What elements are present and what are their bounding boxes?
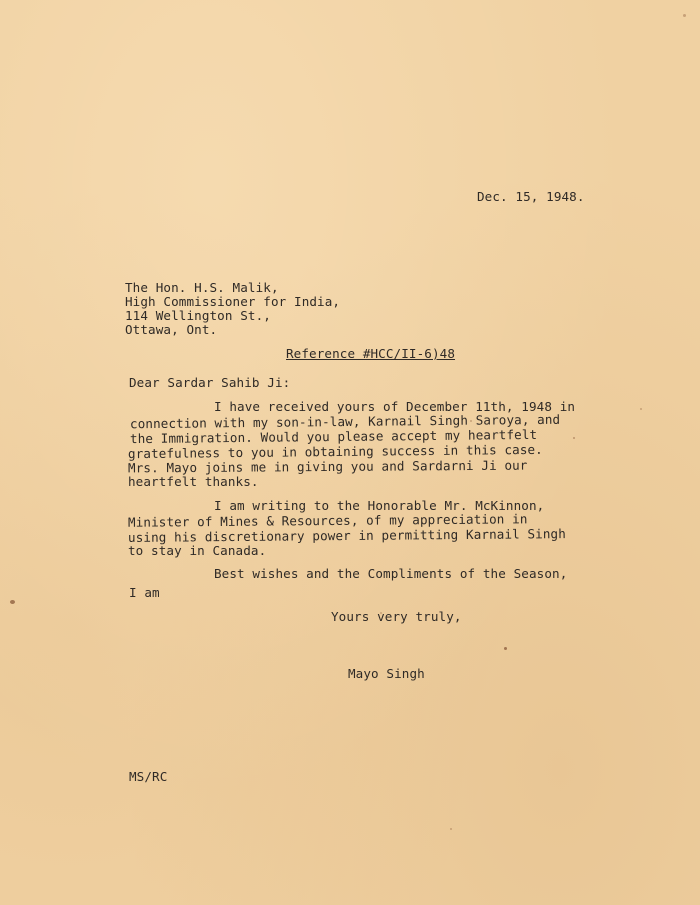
paper-speck [573,437,575,439]
recipient-street: 114 Wellington St., [125,308,271,323]
paper-speck [504,647,507,650]
paragraph1-line6: heartfelt thanks. [128,474,259,489]
paragraph2-line2: Minister of Mines & Resources, of my appreciation in [127,511,528,530]
valediction: Yours very truly, [331,609,462,624]
paragraph1-line5: Mrs. Mayo joins me in giving you and Sardarni Ji our [127,457,528,476]
paper-speck [470,420,472,422]
paper-speck [683,14,686,17]
paper-speck [10,600,15,604]
recipient-title: High Commissioner for India, [125,294,341,309]
recipient-name: The Hon. H.S. Malik, [125,280,279,295]
paragraph1-line1: I have received yours of December 11th, 1948 in [214,399,576,414]
closing-wishes: Best wishes and the Compliments of the Season, [214,566,568,581]
paragraph1-line3: the Immigration. Would you please accept my heartfelt [129,426,538,447]
paper-speck [640,408,642,410]
paragraph2-line3: using his discretionary power in permitting Karnail Singh [127,526,566,545]
paper-speck [380,612,382,614]
recipient-city: Ottawa, Ont. [125,322,218,337]
i-am: I am [129,585,160,600]
paragraph2-line4: to stay in Canada. [128,543,267,558]
paper-speck [450,828,452,830]
letter-date: Dec. 15, 1948. [477,189,585,204]
signature-name: Mayo Singh [348,666,425,681]
paragraph1-line4: gratefulness to you in obtaining success in this case. [127,441,543,462]
reference-line: Reference #HCC/II-6)48 [286,346,456,361]
typist-initials: MS/RC [129,769,168,784]
paragraph2-line1: I am writing to the Honorable Mr. McKinnon, [214,498,545,513]
salutation: Dear Sardar Sahib Ji: [129,375,291,390]
paragraph1-line2: connection with my son-in-law, Karnail Singh Saroya, and [129,411,561,432]
